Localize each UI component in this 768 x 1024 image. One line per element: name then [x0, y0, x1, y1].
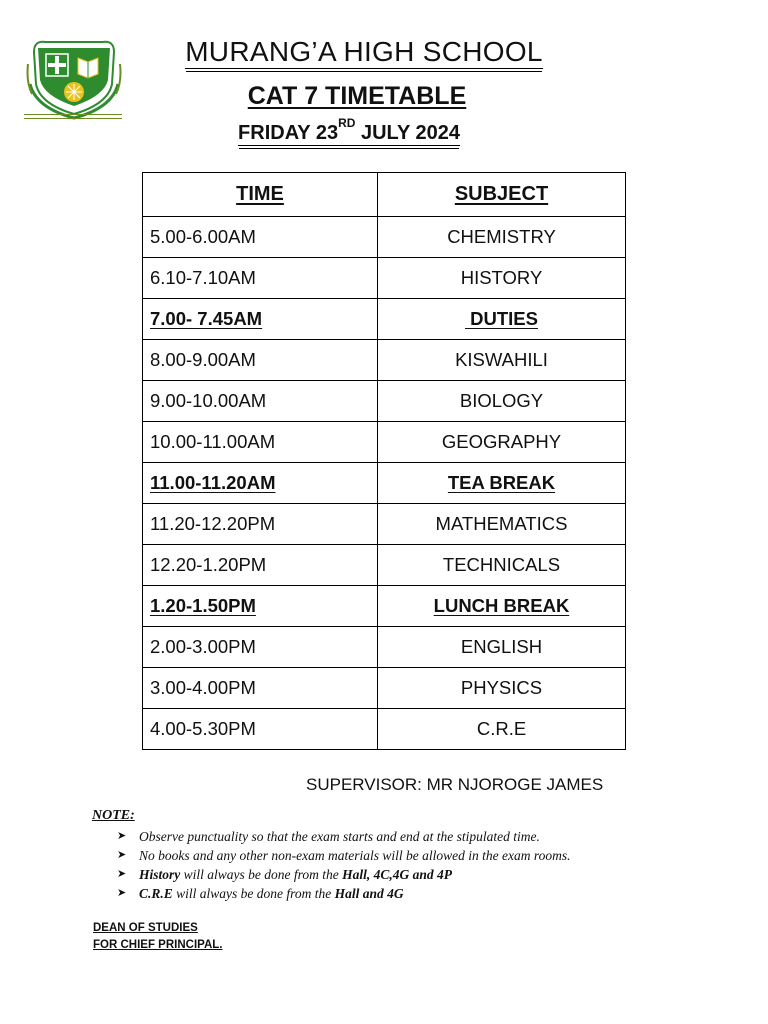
signature-block — [93, 920, 222, 954]
note-heading: NOTE: — [92, 808, 135, 823]
list-item: ➤ No books and any other non-exam materials will be allowed in the exam rooms. — [117, 848, 571, 863]
timetable — [142, 172, 626, 750]
subject-cell: DUTIES — [378, 299, 626, 340]
table-row-break — [143, 299, 626, 340]
time-cell: 11.20-12.20PM — [143, 504, 378, 545]
time-cell: 2.00-3.00PM — [143, 627, 378, 668]
arrow-bullet-icon: ➤ — [117, 849, 127, 861]
table-row — [143, 258, 626, 299]
time-cell: 4.00-5.30PM — [143, 709, 378, 750]
list-item: ➤ C.R.E will always be done from the Hall and 4G — [117, 886, 404, 901]
subject-cell: LUNCH BREAK — [378, 586, 626, 627]
table-row — [143, 504, 626, 545]
subject-cell: KISWAHILI — [378, 340, 626, 381]
subject-cell: BIOLOGY — [378, 381, 626, 422]
table-row — [143, 340, 626, 381]
subject-cell: TEA BREAK — [378, 463, 626, 504]
table-header-row — [143, 173, 626, 217]
table-row — [143, 668, 626, 709]
subject-cell: ENGLISH — [378, 627, 626, 668]
exam-date: FRIDAY 23RD JULY 2024 — [238, 116, 460, 144]
subject-cell: MATHEMATICS — [378, 504, 626, 545]
arrow-bullet-icon: ➤ — [117, 887, 127, 899]
column-header-time: TIME — [143, 173, 378, 217]
arrow-bullet-icon: ➤ — [117, 830, 127, 842]
subject-cell: HISTORY — [378, 258, 626, 299]
subject-cell: GEOGRAPHY — [378, 422, 626, 463]
supervisor-line: SUPERVISOR: MR NJOROGE JAMES — [306, 775, 604, 794]
time-cell: 5.00-6.00AM — [143, 217, 378, 258]
table-row — [143, 422, 626, 463]
school-name: MURANG’A HIGH SCHOOL — [185, 36, 543, 67]
column-header-subject: SUBJECT — [378, 173, 626, 217]
table-row — [143, 709, 626, 750]
time-cell: 6.10-7.10AM — [143, 258, 378, 299]
arrow-bullet-icon: ➤ — [117, 868, 127, 880]
timetable-title: CAT 7 TIMETABLE — [247, 82, 467, 110]
note-section — [92, 808, 570, 903]
time-cell: 3.00-4.00PM — [143, 668, 378, 709]
time-cell: 11.00-11.20AM — [143, 463, 378, 504]
table-row — [143, 217, 626, 258]
time-cell: 9.00-10.00AM — [143, 381, 378, 422]
table-row-break — [143, 463, 626, 504]
table-row — [143, 381, 626, 422]
note-list — [92, 827, 570, 903]
time-cell: 12.20-1.20PM — [143, 545, 378, 586]
chief-principal-line: FOR CHIEF PRINCIPAL. — [93, 939, 223, 951]
subject-cell: TECHNICALS — [378, 545, 626, 586]
list-item: ➤ Observe punctuality so that the exam starts and end at the stipulated time. — [117, 829, 540, 844]
time-cell: 1.20-1.50PM — [143, 586, 378, 627]
table-row — [143, 545, 626, 586]
table-row — [143, 627, 626, 668]
dean-of-studies-line: DEAN OF STUDIES — [93, 922, 198, 934]
list-item: ➤ History will always be done from the Hall, 4C,4G and 4P — [117, 867, 453, 882]
time-cell: 7.00- 7.45AM — [143, 299, 378, 340]
subject-cell: PHYSICS — [378, 668, 626, 709]
table-row-break — [143, 586, 626, 627]
time-cell: 10.00-11.00AM — [143, 422, 378, 463]
logo-divider — [24, 114, 122, 119]
time-cell: 8.00-9.00AM — [143, 340, 378, 381]
subject-cell: CHEMISTRY — [378, 217, 626, 258]
subject-cell: C.R.E — [378, 709, 626, 750]
